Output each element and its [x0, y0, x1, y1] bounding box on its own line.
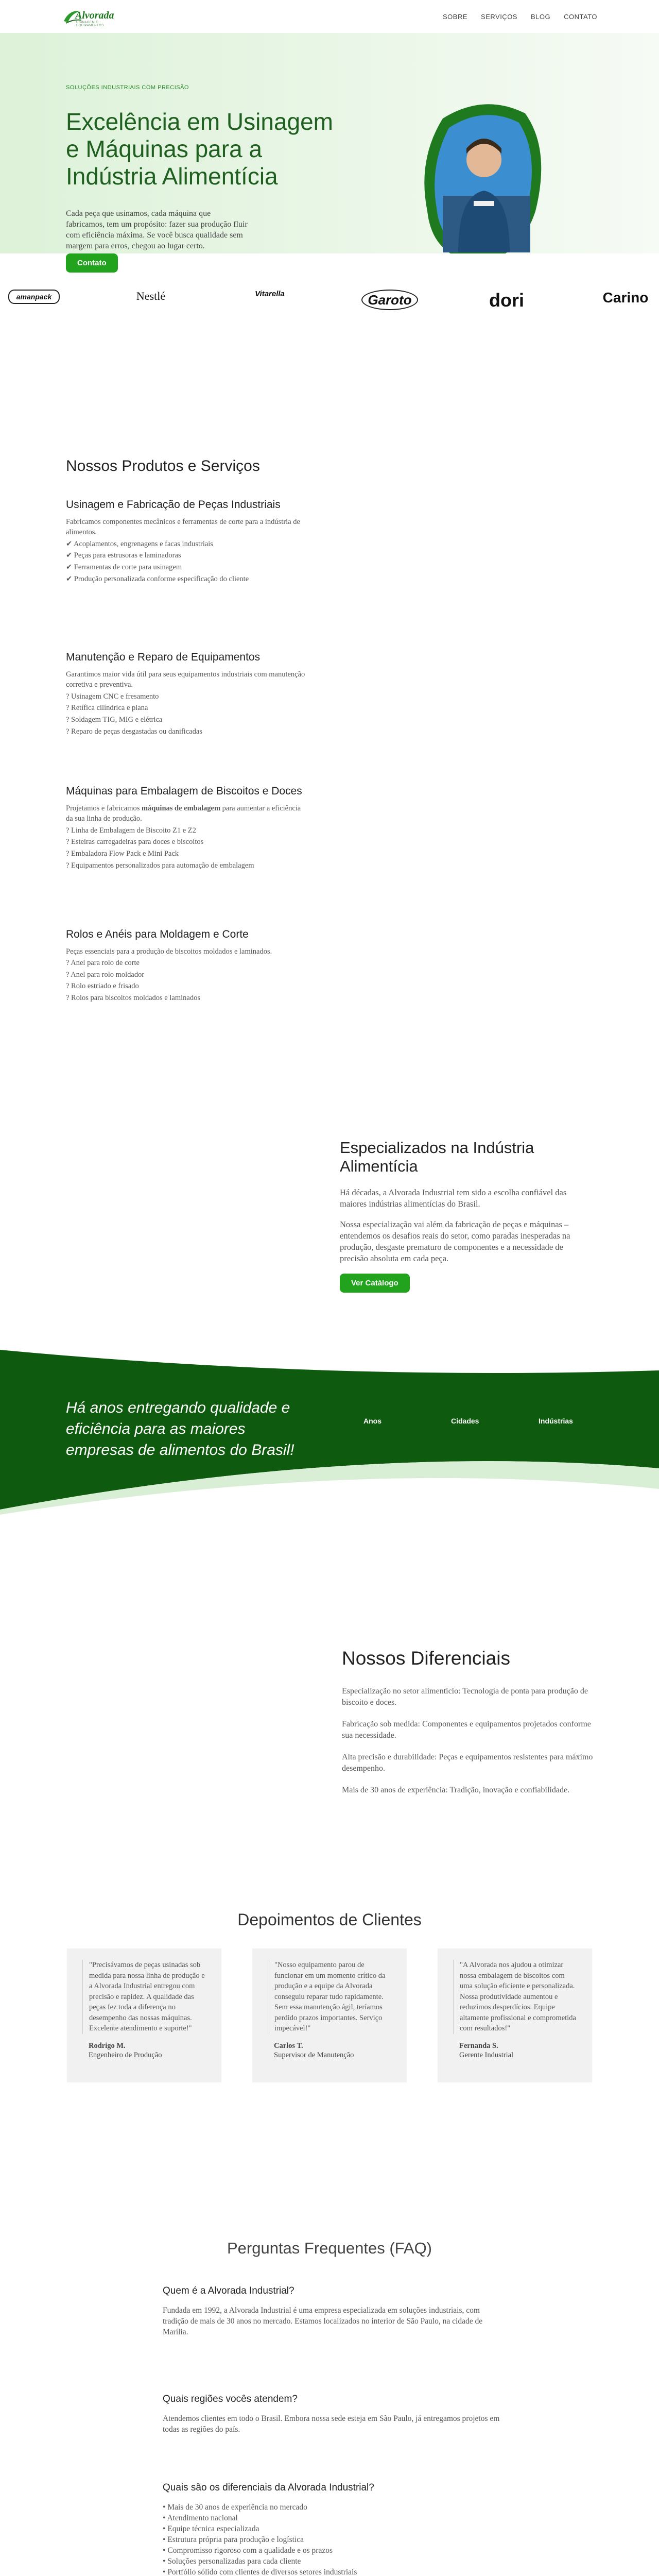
faq-list-item: • Equipe técnica especializada — [163, 2524, 259, 2533]
product-item: ? Anel para rolo moldador — [66, 970, 145, 979]
testimonial-quote: "A Alvorada nos ajudou a otimizar nossa embalagem de biscoitos com uma solução eficiente e personalizada. Nossa produtividade aumentou e reduzimos desperdícios. Equipe altamente profissional e comprometida com resultados!" — [453, 1960, 577, 2034]
product-item: ? Esteiras carregadeiras para doces e biscoitos — [66, 838, 204, 846]
specialized-section — [340, 1139, 592, 1293]
testimonial-role: Gerente Industrial — [459, 2050, 514, 2059]
client-logo-amanpack: amanpack — [8, 290, 60, 304]
diferencial-item: Mais de 30 anos de experiência: Tradição, inovação e confiabilidade. — [342, 1786, 570, 1794]
product-item: ? Rolo estriado e frisado — [66, 982, 139, 991]
diferenciais-title: Nossos Diferenciais — [342, 1648, 510, 1669]
logo-text: Alvorada — [75, 10, 114, 21]
faq-list-item: • Compromisso rigoroso com a qualidade e os prazos — [163, 2546, 333, 2555]
stat-industrias: Indústrias — [539, 1417, 573, 1425]
main-nav — [443, 13, 597, 21]
testimonial-quote: "Nosso equipamento parou de funcionar em um momento crítico da produção e a equipe da Alvorada conseguiu reparar tudo rapidamente. Sem essa manutenção ágil, teríamos perdido prazos importantes. Serviço impecável!" — [268, 1960, 391, 2034]
product-item: ? Retífica cilíndrica e plana — [66, 704, 148, 713]
nav-link-servicos[interactable]: SERVIÇOS — [481, 12, 517, 21]
product-item: ? Rolos para biscoitos moldados e laminados — [66, 993, 200, 1002]
testimonial-card — [252, 1948, 407, 2082]
hero-text: Cada peça que usinamos, cada máquina que fabricamos, tem um propósito: fazer sua produção fluir com eficiência máxima. Se você busca qualidade sem margem para erros, chegou ao lugar certo. — [66, 209, 248, 250]
faq-question[interactable]: Quais são os diferenciais da Alvorada Industrial? — [163, 2482, 374, 2493]
site-header — [0, 0, 659, 33]
diferencial-item: Fabricação sob medida: Componentes e equipamentos projetados conforme sua necessidade. — [342, 1720, 591, 1740]
testimonial-role: Supervisor de Manutenção — [274, 2050, 354, 2059]
product-title: Usinagem e Fabricação de Peças Industriais — [66, 499, 281, 511]
client-logo-nestle: Nestlé — [136, 290, 166, 302]
testimonial-name: Carlos T. — [274, 2041, 303, 2050]
faq-list-item: • Atendimento nacional — [163, 2514, 238, 2522]
product-item: ? Linha de Embalagem de Biscoito Z1 e Z2 — [66, 826, 196, 835]
product-block-rolos — [66, 929, 308, 1005]
product-item: ✔ Ferramentas de corte para usinagem — [66, 563, 182, 571]
faq-list-item: • Estrutura própria para produção e logística — [163, 2535, 304, 2544]
faq-list-item: • Mais de 30 anos de experiência no mercado — [163, 2503, 307, 2512]
specialized-text-2: Nossa especialização vai além da fabricação de peças e máquinas – entendemos os desafios reais do setor, como paradas inesperadas na produção, desgaste prematuro de componentes e a necessidade de precisão absoluta em cada peça. — [340, 1219, 570, 1263]
faq-item — [163, 2394, 502, 2435]
product-intro: Fabricamos componentes mecânicos e ferramentas de corte para a indústria de alimentos. — [66, 517, 300, 537]
diferencial-item: Especialização no setor alimentício: Tecnologia de ponta para produção de biscoito e doces. — [342, 1687, 588, 1707]
stat-cidades: Cidades — [451, 1417, 479, 1425]
client-logo-garoto: Garoto — [361, 290, 418, 310]
product-intro: Garantimos maior vida útil para seus equipamentos industriais com manutenção corretiva e preventiva. — [66, 670, 305, 689]
product-title: Máquinas para Embalagem de Biscoitos e Doces — [66, 785, 302, 797]
band-text: Há anos entregando qualidade e eficiência para as maiores empresas de alimentos do Brasil! — [66, 1399, 294, 1459]
faq-answer: Fundada em 1992, a Alvorada Industrial é uma empresa especializada em soluções industriais, com tradição de mais de 30 anos no mercado. Estamos localizados no interior de São Paulo, na cidade de Marília. — [163, 2306, 483, 2336]
hero-worker-image — [422, 98, 546, 268]
hero-section — [0, 33, 659, 267]
product-item: ? Reparo de peças desgastadas ou danificadas — [66, 727, 202, 736]
hero-title: Excelência em Usinagem e Máquinas para a Indústria Alimentícia — [66, 108, 334, 190]
product-item: ? Soldagem TIG, MIG e elétrica — [66, 715, 163, 724]
testimonial-card — [67, 1948, 221, 2082]
testimonial-card — [438, 1948, 592, 2082]
testimonial-role: Engenheiro de Produção — [89, 2050, 162, 2059]
product-block-embalagem — [66, 786, 308, 872]
testimonial-name: Rodrigo M. — [89, 2041, 126, 2050]
client-logo-vitarella: Vitarella — [255, 290, 285, 298]
faq-question[interactable]: Quem é a Alvorada Industrial? — [163, 2285, 294, 2296]
product-block-manutencao — [66, 652, 308, 738]
faq-item — [163, 2285, 502, 2337]
product-block-usinagem — [66, 500, 308, 585]
brand-logo[interactable] — [62, 7, 124, 26]
product-item: ? Embaladora Flow Pack e Mini Pack — [66, 849, 179, 858]
faq-answer: Atendemos clientes em todo o Brasil. Embora nossa sede esteja em São Paulo, já entregamos projetos em todas as regiões do país. — [163, 2414, 500, 2434]
nav-link-contato[interactable]: CONTATO — [564, 12, 597, 21]
catalog-button[interactable]: Ver Catálogo — [340, 1274, 410, 1293]
diferenciais-section — [342, 1648, 594, 1807]
product-item: ? Anel para rolo de corte — [66, 959, 140, 968]
client-logo-dori: dori — [489, 290, 524, 311]
diferencial-item: Alta precisão e durabilidade: Peças e equipamentos resistentes para máximo desempenho. — [342, 1753, 593, 1773]
faq-title: Perguntas Frequentes (FAQ) — [227, 2239, 432, 2257]
faq-question[interactable]: Quais regiões vocês atendem? — [163, 2394, 298, 2404]
specialized-title: Especializados na Indústria Alimentícia — [340, 1139, 534, 1175]
product-item: ? Usinagem CNC e fresamento — [66, 692, 159, 701]
product-item: ? Equipamentos personalizados para automação de embalagem — [66, 861, 254, 870]
client-logo-carino: Carino — [602, 290, 649, 306]
product-title: Manutenção e Reparo de Equipamentos — [66, 651, 261, 663]
hero-contact-button[interactable]: Contato — [66, 253, 118, 273]
faq-item — [163, 2482, 502, 2576]
products-title: Nossos Produtos e Serviços — [66, 457, 260, 474]
testimonial-quote: "Precisávamos de peças usinadas sob medida para nossa linha de produção e a Alvorada Industrial entregou com precisão e rapidez. A qualidade das peças fez toda a diferença no desempenho das nossas máquinas. Excelente atendimento e suporte!" — [82, 1960, 206, 2034]
faq-list-item: • Soluções personalizadas para cada cliente — [163, 2557, 301, 2566]
stat-anos: Anos — [363, 1417, 381, 1425]
product-intro: Projetamos e fabricamos máquinas de embalagem para aumentar a eficiência da sua linha de produção. — [66, 804, 301, 823]
product-item: ✔ Peças para estrusoras e laminadoras — [66, 551, 181, 560]
faq-list-item: • Portfólio sólido com clientes de diversos setores industriais — [163, 2568, 357, 2576]
product-item: ✔ Produção personalizada conforme especificação do cliente — [66, 574, 249, 583]
product-item: ✔ Acoplamentos, engrenagens e facas industriais — [66, 539, 213, 548]
nav-link-sobre[interactable]: SOBRE — [443, 12, 468, 21]
product-intro: Peças essenciais para a produção de biscoitos moldados e laminados. — [66, 947, 272, 956]
logo-subtitle: USINAGEM E EQUIPAMENTOS — [76, 21, 104, 27]
specialized-text-1: Há décadas, a Alvorada Industrial tem sido a escolha confiável das maiores indústrias alimentícias do Brasil. — [340, 1188, 567, 1209]
testimonials-title: Depoimentos de Clientes — [237, 1910, 422, 1929]
hero-eyebrow: SOLUÇÕES INDUSTRIAIS COM PRECISÃO — [66, 84, 189, 91]
product-title: Rolos e Anéis para Moldagem e Corte — [66, 928, 249, 940]
testimonial-name: Fernanda S. — [459, 2041, 498, 2050]
nav-link-blog[interactable]: BLOG — [530, 12, 551, 21]
